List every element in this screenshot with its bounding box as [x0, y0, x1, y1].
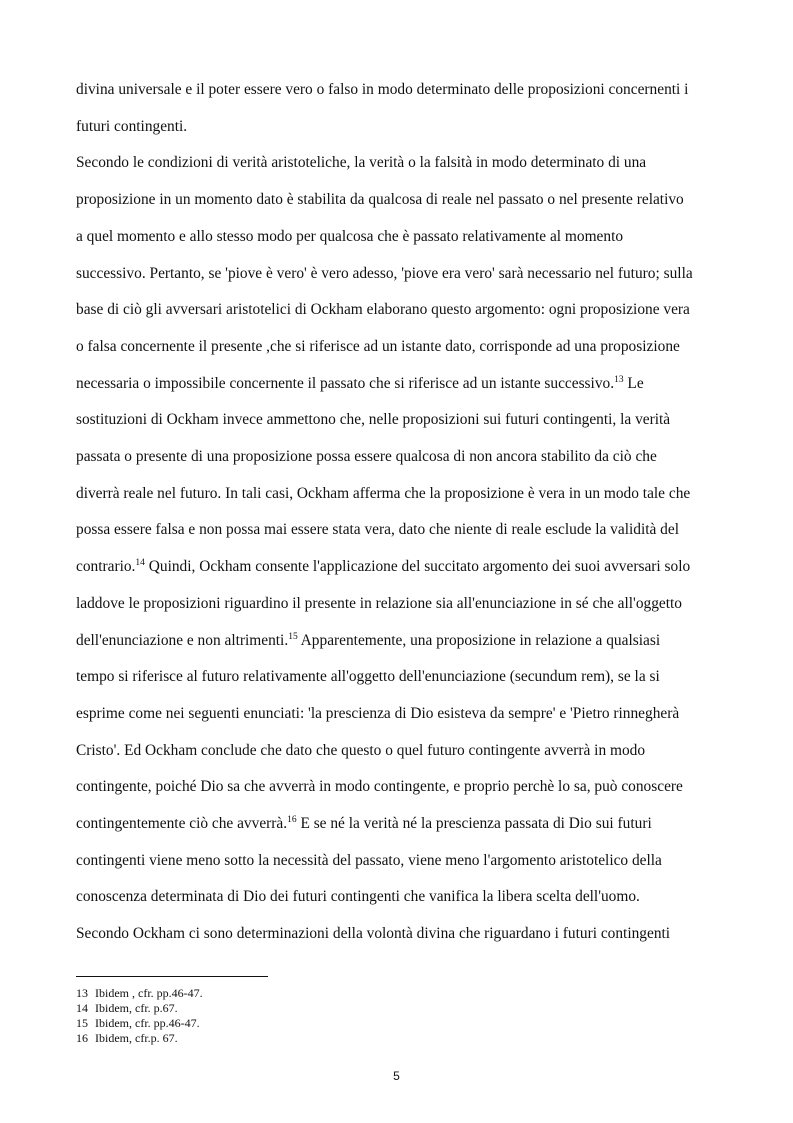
- page-number: 5: [393, 1069, 400, 1083]
- text-segment: dell'enunciazione e non altrimenti.: [76, 631, 289, 649]
- text-line: contingente, poiché Dio sa che avverrà in modo contingente, e proprio perchè lo sa, può conoscere: [76, 778, 683, 796]
- footnotes: [76, 986, 676, 1046]
- text-line: sostituzioni di Ockham invece ammettono che, nelle proposizioni sui futuri contingenti, la verità: [76, 411, 671, 429]
- text-segment: E se né la verità né la prescienza passata di Dio sui futuri: [296, 815, 652, 833]
- text-line: base di ciò gli avversari aristotelici di Ockham elaborano questo argomento: ogni proposizione vera: [76, 301, 690, 319]
- text-line: tempo si riferisce al futuro relativamente all'oggetto dell'enunciazione (secundum rem), se la si: [76, 668, 660, 686]
- text-line: [76, 806, 724, 843]
- footnote-separator: [76, 976, 268, 977]
- footnote-number: 16: [76, 1031, 88, 1045]
- footnote-number: 15: [76, 1016, 88, 1030]
- text-line: Secondo le condizioni di verità aristoteliche, la verità o la falsità in modo determinato di una: [76, 154, 647, 172]
- footnote-15: [76, 1016, 676, 1031]
- footnote-13: [76, 986, 676, 1001]
- footnote-number: 14: [76, 1001, 88, 1015]
- text-segment: contingentemente ciò che avverrà.: [76, 815, 288, 833]
- text-segment: Apparentemente, una proposizione in relazione a qualsiasi: [297, 631, 661, 649]
- text-line: o falsa concernente il presente ,che si riferisce ad un istante dato, corrisponde ad una proposizione: [76, 337, 680, 355]
- text-line: diverrà reale nel futuro. In tali casi, Ockham afferma che la proposizione è vera in un modo tale che: [76, 484, 691, 502]
- footnote-ref-16[interactable]: 16: [287, 815, 297, 826]
- footnote-ref-13[interactable]: 13: [614, 374, 624, 385]
- text-line: [76, 366, 724, 403]
- text-line: futuri contingenti.: [76, 117, 188, 135]
- footnote-text: Ibidem , cfr. pp.46-47.: [95, 986, 203, 1000]
- footnote-text: Ibidem, cfr. p.67.: [95, 1001, 178, 1015]
- footnote-ref-14[interactable]: 14: [135, 558, 145, 569]
- text-line: Cristo'. Ed Ockham conclude che dato che questo o quel futuro contingente avverrà in modo: [76, 741, 646, 759]
- text-line: esprime come nei seguenti enunciati: 'la prescienza di Dio esisteva da sempre' e 'Pietro rinnegherà: [76, 704, 680, 722]
- text-line: possa essere falsa e non possa mai essere stata vera, dato che niente di reale esclude la validità del: [76, 521, 679, 539]
- text-line: Secondo Ockham ci sono determinazioni della volontà divina che riguardano i futuri contingenti: [76, 925, 671, 943]
- text-segment: Le: [623, 374, 644, 392]
- text-segment: Quindi, Ockham consente l'applicazione del succitato argomento dei suoi avversari solo: [144, 558, 691, 576]
- text-line: [76, 623, 724, 660]
- text-line: divina universale e il poter essere vero o falso in modo determinato delle proposizioni concernenti i: [76, 81, 689, 98]
- text-line: proposizione in un momento dato è stabilita da qualcosa di reale nel passato o nel presente relativo: [76, 191, 684, 209]
- text-segment: necessaria o impossibile concernente il passato che si riferisce ad un istante successivo.: [76, 374, 615, 392]
- text-line: successivo. Pertanto, se 'piove è vero' è vero adesso, 'piove era vero' sarà necessario nel futuro; sulla: [76, 264, 693, 282]
- text-line: [76, 549, 724, 586]
- footnote-16: [76, 1031, 676, 1046]
- footnote-text: Ibidem, cfr. pp.46-47.: [95, 1016, 200, 1030]
- footnote-text: Ibidem, cfr.p. 67.: [95, 1031, 178, 1045]
- text-line: passata o presente di una proposizione possa essere qualcosa di non ancora stabilito da ciò che: [76, 448, 657, 466]
- text-line: laddove le proposizioni riguardino il presente in relazione sia all'enunciazione in sé che all'oggetto: [76, 594, 682, 612]
- text-line: contingenti viene meno sotto la necessità del passato, viene meno l'argomento aristotelico della: [76, 851, 662, 869]
- footnote-number: 13: [76, 986, 88, 1000]
- footnote-ref-15[interactable]: 15: [288, 631, 298, 642]
- footnote-14: [76, 1001, 676, 1016]
- text-segment: contrario.: [76, 558, 136, 576]
- body-text: [76, 72, 724, 953]
- text-line: a quel momento e allo stesso modo per qualcosa che è passato relativamente al momento: [76, 227, 624, 245]
- text-line: conoscenza determinata di Dio dei futuri contingenti che vanifica la libera scelta dell'uomo.: [76, 888, 640, 906]
